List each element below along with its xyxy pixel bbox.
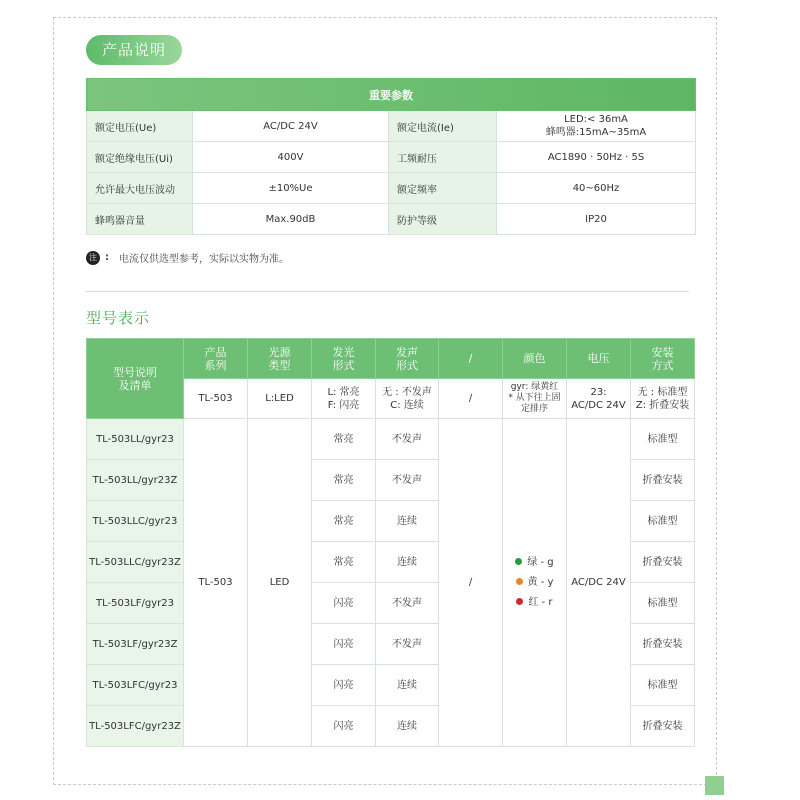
- green-dot-icon: [515, 558, 522, 565]
- model-number: TL-503LLC/gyr23Z: [87, 542, 184, 583]
- note-colon: :: [105, 252, 109, 263]
- params-row: [87, 204, 696, 235]
- header-mount: 安装 方式: [631, 339, 695, 379]
- light-form-cell: 闪亮: [312, 706, 376, 747]
- color-yellow: 黄 - y: [503, 573, 566, 593]
- header-light-type: 光源 类型: [248, 339, 312, 379]
- series-cell: TL-503: [184, 419, 248, 747]
- sound-cell: 连续: [376, 665, 439, 706]
- params-header: 重要参数: [87, 79, 696, 111]
- voltage-cell: AC/DC 24V: [567, 419, 631, 747]
- light-type-cell: LED: [248, 419, 312, 747]
- model-number: TL-503LL/gyr23: [87, 419, 184, 460]
- params-row: [87, 173, 696, 204]
- param-label: 额定电压(Ue): [87, 111, 193, 142]
- note-icon: 注: [86, 251, 100, 265]
- sound-cell: 不发声: [376, 460, 439, 501]
- param-value: ±10%Ue: [193, 173, 389, 204]
- header-color: 颜色: [503, 339, 567, 379]
- code-mount: 无 : 标准型 Z: 折叠安装: [631, 379, 695, 419]
- mount-cell: 标准型: [631, 419, 695, 460]
- section-title-model: 型号表示: [86, 309, 151, 327]
- model-corner-header: 型号说明 及清单: [87, 339, 184, 419]
- model-table: [86, 338, 695, 747]
- light-form-cell: 常亮: [312, 501, 376, 542]
- red-dot-icon: [516, 598, 523, 605]
- note: [86, 250, 289, 265]
- color-cell: [503, 419, 567, 747]
- param-label: 额定频率: [389, 173, 497, 204]
- model-number: TL-503LF/gyr23: [87, 583, 184, 624]
- params-row: [87, 111, 696, 142]
- code-light-form: L: 常亮 F: 闪亮: [312, 379, 376, 419]
- mount-cell: 折叠安装: [631, 460, 695, 501]
- sound-cell: 不发声: [376, 419, 439, 460]
- param-value: AC/DC 24V: [193, 111, 389, 142]
- param-label: 额定绝缘电压(Ui): [87, 142, 193, 173]
- param-value: 40~60Hz: [497, 173, 696, 204]
- code-slash: /: [439, 379, 503, 419]
- corner-decoration: [705, 776, 724, 795]
- mount-cell: 折叠安装: [631, 624, 695, 665]
- param-label: 额定电流(Ie): [389, 111, 497, 142]
- param-label: 蜂鸣器音量: [87, 204, 193, 235]
- sound-cell: 连续: [376, 706, 439, 747]
- param-value: LED:< 36mA 蜂鸣器:15mA~35mA: [497, 111, 696, 142]
- section-title-product: 产品说明: [86, 35, 182, 65]
- header-light-form: 发光 形式: [312, 339, 376, 379]
- light-form-cell: 闪亮: [312, 665, 376, 706]
- params-row: [87, 142, 696, 173]
- model-number: TL-503LLC/gyr23: [87, 501, 184, 542]
- sound-cell: 不发声: [376, 624, 439, 665]
- header-voltage: 电压: [567, 339, 631, 379]
- model-number: TL-503LF/gyr23Z: [87, 624, 184, 665]
- color-green: 绿 - g: [503, 553, 566, 573]
- light-form-cell: 闪亮: [312, 583, 376, 624]
- header-series: 产品 系列: [184, 339, 248, 379]
- model-number: TL-503LFC/gyr23: [87, 665, 184, 706]
- light-form-cell: 闪亮: [312, 624, 376, 665]
- code-series: TL-503: [184, 379, 248, 419]
- params-table: [86, 78, 696, 235]
- yellow-dot-icon: [516, 578, 523, 585]
- param-value: AC1890 · 50Hz · 5S: [497, 142, 696, 173]
- sound-cell: 连续: [376, 501, 439, 542]
- light-form-cell: 常亮: [312, 542, 376, 583]
- model-header-row: [87, 339, 695, 379]
- code-color: gyr: 绿黄红 * 从下往上固 定排序: [503, 379, 567, 419]
- light-form-cell: 常亮: [312, 419, 376, 460]
- model-number: TL-503LL/gyr23Z: [87, 460, 184, 501]
- code-light-type: L:LED: [248, 379, 312, 419]
- mount-cell: 折叠安装: [631, 706, 695, 747]
- param-label: 允许最大电压波动: [87, 173, 193, 204]
- code-sound-form: 无 : 不发声 C: 连续: [376, 379, 439, 419]
- mount-cell: 标准型: [631, 665, 695, 706]
- section-divider: [86, 291, 689, 292]
- param-label: 防护等级: [389, 204, 497, 235]
- color-red: 红 - r: [503, 593, 566, 613]
- code-voltage: 23: AC/DC 24V: [567, 379, 631, 419]
- slash-cell: /: [439, 419, 503, 747]
- sound-cell: 连续: [376, 542, 439, 583]
- table-row: [87, 419, 695, 460]
- mount-cell: 标准型: [631, 501, 695, 542]
- param-label: 工频耐压: [389, 142, 497, 173]
- model-number: TL-503LFC/gyr23Z: [87, 706, 184, 747]
- param-value: IP20: [497, 204, 696, 235]
- header-slash: /: [439, 339, 503, 379]
- light-form-cell: 常亮: [312, 460, 376, 501]
- param-value: 400V: [193, 142, 389, 173]
- note-text: 电流仅供选型参考，实际以实物为准。: [119, 254, 289, 265]
- mount-cell: 折叠安装: [631, 542, 695, 583]
- header-sound-form: 发声 形式: [376, 339, 439, 379]
- param-value: Max.90dB: [193, 204, 389, 235]
- sound-cell: 不发声: [376, 583, 439, 624]
- mount-cell: 标准型: [631, 583, 695, 624]
